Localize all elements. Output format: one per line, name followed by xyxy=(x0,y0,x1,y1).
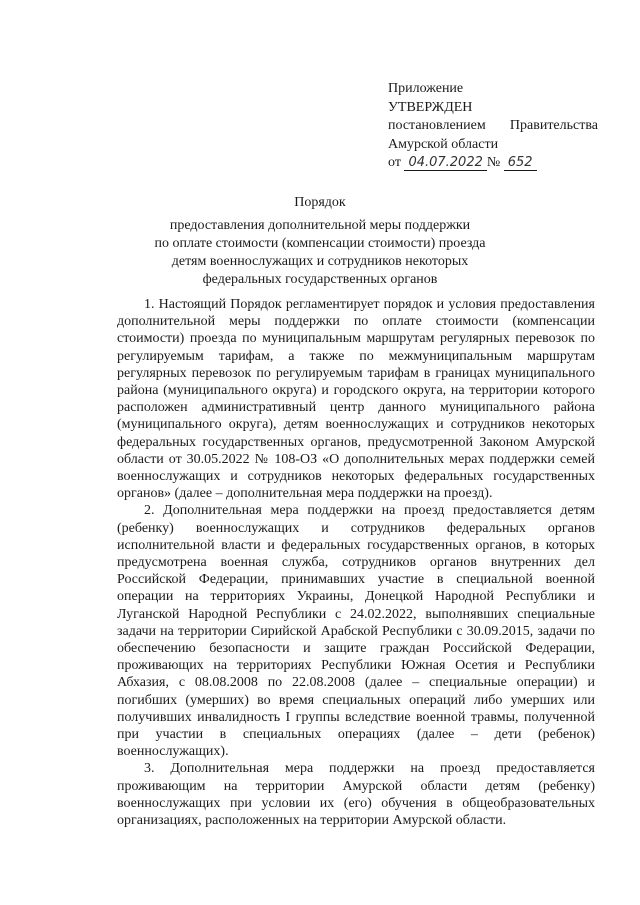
date-prefix: от xyxy=(388,155,401,170)
approval-block xyxy=(388,80,598,173)
decree-date-number xyxy=(388,154,598,173)
title-line: детям военнослужащих и сотрудников некоторых xyxy=(171,254,469,269)
title-line: предоставления дополнительной меры поддержки xyxy=(169,218,471,233)
approved-label: УТВЕРЖДЕН xyxy=(388,99,473,115)
title-line: федеральных государственных органов xyxy=(202,272,438,287)
title-line: по оплате стоимости (компенсации стоимости) проезда xyxy=(154,236,486,251)
number-sign: № xyxy=(486,155,501,170)
paragraph-2: 2. Дополнительная мера поддержки на проезд предоставляется детям (ребенку) военнослужащих и сотрудников федеральных органов исполнительной власти и федеральных государственных органов, в которых предусмотрена военная служба, сотрудников органов внутренних дел Российской Федерации, принимавших участие в специальной военной операции на территориях Украины, Донецкой Народной Республики и Луганской Народной Республики с 24.02.2022, выполнявших специальные задачи на территории Сирийской Арабской Республики с 30.09.2015, задачи по обеспечению безопасности и защите граждан Российской Федерации, проживающих на территориях Республики Южная Осетия и Республики Абхазия, с 08.08.2008 по 22.08.2008 (далее – специальные операции) и погибших (умерших) во время специальных операций либо умерших или получивших инвалидность I группы вследствие военной травмы, полученной при участии в специальных операциях (далее – дети (ребенок) военнослужащих). xyxy=(117,503,595,760)
region-name: Амурской области xyxy=(388,136,499,152)
document-body xyxy=(117,296,595,829)
paragraph-3: 3. Дополнительная мера поддержки на проезд предоставляется проживающим на территории Амурской области детям (ребенку) военнослужащих при условии их (его) обучения в общеобразовательных организациях, расположенных на территории Амурской области. xyxy=(117,761,595,829)
decree-word: постановлением xyxy=(388,118,486,133)
government-word: Правительства xyxy=(509,118,598,133)
handwritten-number: 652 xyxy=(504,155,537,171)
paragraph-1: 1. Настоящий Порядок регламентирует порядок и условия предоставления дополнительной меры поддержки по оплате стоимости (компенсации стоимости) проезда по муниципальным маршрутам регулярных перевозок по регулируемым тарифам, а также по межмуниципальным маршрутам регулярных перевозок по регулируемым тарифам в границах муниципального района (муниципального округа) и городского округа, на территории которого расположен административный центр данного муниципального района (муниципального округа), детям военнослужащих и сотрудников некоторых федеральных государственных органов, предусмотренной Законом Амурской области от 30.05.2022 № 108-ОЗ «О дополнительных мерах поддержки семей военнослужащих и сотрудников некоторых федеральных государственных органов» (далее – дополнительная мера поддержки на проезд). xyxy=(117,297,595,502)
document-title xyxy=(110,194,530,289)
approved-by-line xyxy=(388,117,598,136)
title-heading: Порядок xyxy=(294,195,346,210)
handwritten-date: 04.07.2022 xyxy=(404,155,486,171)
appendix-label: Приложение xyxy=(388,81,464,96)
